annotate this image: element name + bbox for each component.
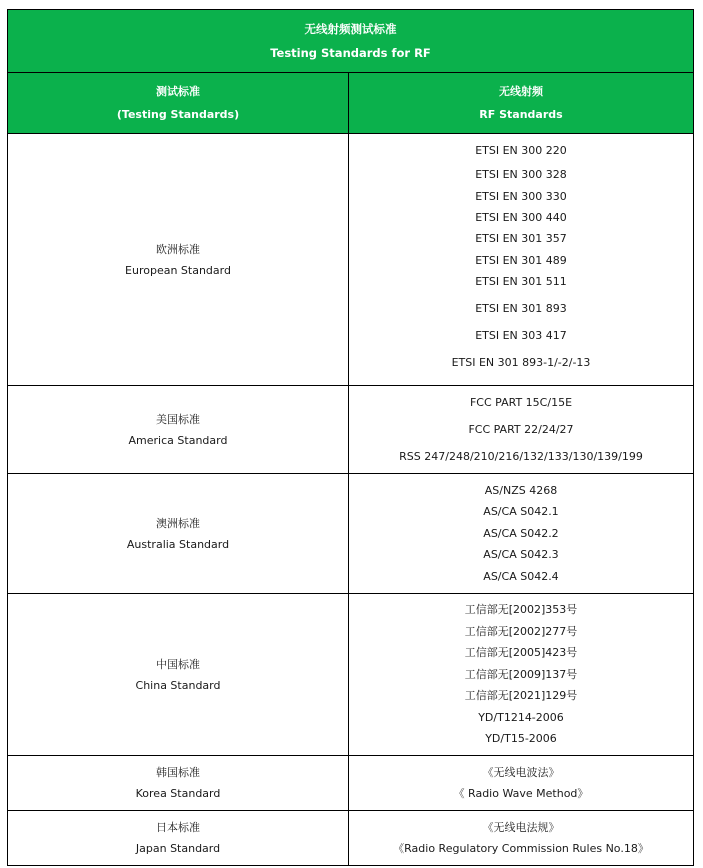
- region-zh: 中国标准: [156, 657, 200, 671]
- region-cell-america: [8, 386, 349, 474]
- region-cell-europe: [8, 134, 349, 386]
- standard-item: 工信部无[2002]353号: [464, 603, 578, 617]
- standard-item: ETSI EN 301 893-1/-2/-13: [451, 356, 591, 369]
- standard-item: ETSI EN 300 440: [475, 211, 567, 224]
- region-zh: 美国标准: [156, 412, 200, 426]
- standards-list: [349, 476, 693, 592]
- standard-item: YD/T1214-2006: [478, 710, 564, 724]
- region-zh: 澳洲标准: [156, 516, 200, 530]
- table-row-europe: [8, 134, 694, 386]
- region-en: European Standard: [125, 263, 231, 277]
- region-en: China Standard: [135, 678, 221, 692]
- title-zh: 无线射频测试标准: [304, 22, 397, 36]
- standard-item: YD/T15-2006: [485, 732, 557, 746]
- header-row: [8, 73, 694, 134]
- standards-cell-america: [349, 386, 694, 474]
- region-cell-australia: [8, 474, 349, 594]
- standard-item: 《Radio Regulatory Commission Rules No.18》: [393, 842, 649, 855]
- column-header-rf-standards: [349, 73, 694, 134]
- standards-list: [349, 134, 693, 385]
- standard-item: ETSI EN 303 417: [475, 329, 567, 342]
- standard-item: AS/CA S042.3: [483, 548, 559, 562]
- region-zh: 日本标准: [156, 821, 200, 834]
- region-zh: 韩国标准: [156, 766, 200, 779]
- table-row-australia: [8, 474, 694, 594]
- standard-item: 工信部无[2005]423号: [464, 646, 578, 660]
- standards-cell-china: [349, 594, 694, 756]
- standard-item: ETSI EN 301 357: [475, 232, 567, 245]
- table-row-japan: [8, 811, 694, 866]
- standard-item: ETSI EN 300 330: [475, 190, 567, 203]
- rf-standards-table: [7, 9, 694, 866]
- standards-list: [349, 594, 693, 755]
- standard-item: 工信部无[2009]137号: [464, 667, 578, 681]
- standard-item: 工信部无[2021]129号: [464, 689, 578, 703]
- standard-item: FCC PART 22/24/27: [468, 423, 574, 436]
- standard-item: AS/CA S042.2: [483, 526, 559, 540]
- table-row-america: [8, 386, 694, 474]
- standard-item: FCC PART 15C/15E: [469, 396, 573, 409]
- header-col2-en: RF Standards: [479, 108, 563, 121]
- table-row-korea: [8, 756, 694, 811]
- standard-item: 《无线电法规》: [482, 820, 560, 834]
- region-en: Australia Standard: [126, 537, 230, 551]
- standard-item: AS/NZS 4268: [484, 483, 558, 497]
- standards-cell-korea: [349, 756, 694, 811]
- title-en: Testing Standards for RF: [270, 46, 431, 60]
- standards-list: [349, 757, 693, 810]
- region-cell-china: [8, 594, 349, 756]
- standard-item: AS/CA S042.4: [483, 569, 559, 583]
- standard-item: ETSI EN 301 511: [475, 275, 567, 288]
- region-en: Korea Standard: [135, 787, 221, 800]
- header-col2-zh: 无线射频: [499, 85, 543, 98]
- region-cell-korea: [8, 756, 349, 811]
- column-header-testing-standards: [8, 73, 349, 134]
- standards-list: [349, 386, 693, 473]
- region-cell-japan: [8, 811, 349, 866]
- standard-item: AS/CA S042.1: [483, 505, 559, 519]
- standard-item: 《无线电波法》: [482, 765, 560, 779]
- standards-cell-japan: [349, 811, 694, 866]
- title-row: [8, 10, 694, 73]
- standard-item: ETSI EN 301 489: [475, 254, 567, 267]
- header-col1-en: (Testing Standards): [116, 108, 240, 121]
- standards-cell-europe: [349, 134, 694, 386]
- standard-item: ETSI EN 301 893: [475, 302, 567, 315]
- standards-list: [349, 813, 693, 864]
- region-en: America Standard: [128, 433, 228, 447]
- standards-cell-australia: [349, 474, 694, 594]
- region-en: Japan Standard: [135, 842, 221, 855]
- standard-item: 《 Radio Wave Method》: [453, 787, 589, 800]
- table-row-china: [8, 594, 694, 756]
- region-zh: 欧洲标准: [156, 242, 200, 256]
- standard-item: 工信部无[2002]277号: [464, 624, 578, 638]
- header-col1-zh: 测试标准: [156, 85, 200, 98]
- standard-item: ETSI EN 300 220: [475, 144, 567, 157]
- standard-item: RSS 247/248/210/216/132/133/130/139/199: [399, 450, 643, 463]
- table-title: [8, 10, 694, 73]
- standard-item: ETSI EN 300 328: [475, 168, 567, 181]
